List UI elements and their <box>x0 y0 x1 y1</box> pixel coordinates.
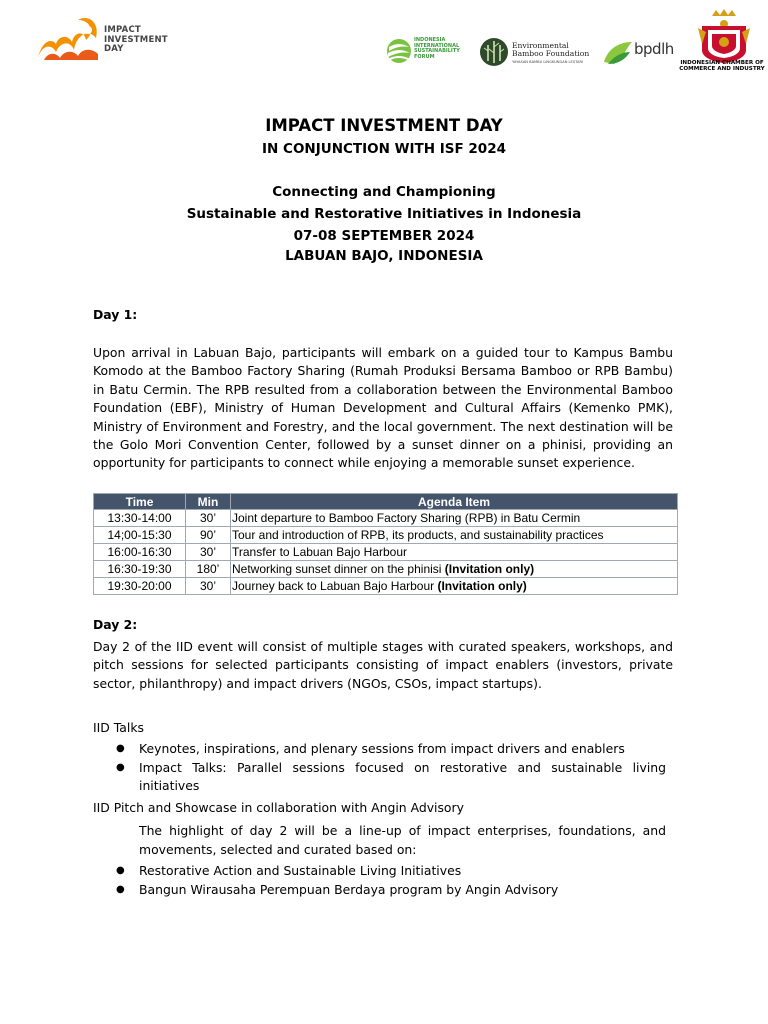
agenda-item: Transfer to Labuan Bajo Harbour <box>231 544 678 561</box>
list-item: ● Keynotes, inspirations, and plenary sessions from impact drivers and enablers <box>93 740 666 759</box>
list-item: ● Bangun Wirausaha Perempuan Berdaya program by Angin Advisory <box>93 881 666 900</box>
iid-talks-list <box>93 740 666 796</box>
agenda-header-min: Min <box>186 494 231 510</box>
bpdlh-logo-text: bpdlh <box>634 40 674 58</box>
day1-paragraph: Upon arrival in Labuan Bajo, participants will embark on a guided tour to Kampus Bambu Komodo at the Bamboo Factory Sharing (Rumah Produksi Bersama Bamboo or RPB Bambu) in Batu Cermin. The RPB resulted from a collaboration between the Environmental Bamboo Foundation (EBF), Ministry of Human Development and Cultural Affairs (Kemenko PMK), Ministry of Environment and Forestry, and the local government. The next destination will be the Golo Mori Convention Center, followed by a sunset dinner on a phinisi, providing an opportunity for participants to connect while enjoying a memorable sunset experience. <box>93 345 673 471</box>
table-row <box>94 510 678 527</box>
agenda-min: 90’ <box>186 527 231 544</box>
agenda-min: 30’ <box>186 578 231 595</box>
agenda-item: Tour and introduction of RPB, its products, and sustainability practices <box>231 527 678 544</box>
agenda-time: 13:30-14:00 <box>94 510 186 527</box>
iid-talks-heading: IID Talks <box>93 720 144 735</box>
iid-pitch-list <box>93 862 666 899</box>
agenda-time: 14;00-15:30 <box>94 527 186 544</box>
agenda-item: Joint departure to Bamboo Factory Sharing (RPB) in Batu Cermin <box>231 510 678 527</box>
agenda-min: 30’ <box>186 544 231 561</box>
theme-line-2: Sustainable and Restorative Initiatives in Indonesia <box>186 206 582 222</box>
table-row <box>94 578 678 595</box>
agenda-item: Journey back to Labuan Bajo Harbour (Invitation only) <box>231 578 678 595</box>
table-row <box>94 544 678 561</box>
table-row <box>94 561 678 578</box>
day1-heading: Day 1: <box>93 307 138 322</box>
page-subtitle: IN CONJUNCTION WITH ISF 2024 <box>262 141 506 157</box>
agenda-item: Networking sunset dinner on the phinisi (Invitation only) <box>231 561 678 578</box>
event-location: LABUAN BAJO, INDONESIA <box>285 248 483 264</box>
agenda-time: 16:30-19:30 <box>94 561 186 578</box>
day2-heading: Day 2: <box>93 617 138 632</box>
agenda-min: 180’ <box>186 561 231 578</box>
agenda-header-item: Agenda Item <box>231 494 678 510</box>
agenda-time: 19:30-20:00 <box>94 578 186 595</box>
ebf-logo-text: Environmental Bamboo Foundation <box>512 41 590 58</box>
agenda-table <box>93 493 678 595</box>
iid-pitch-heading: IID Pitch and Showcase in collaboration with Angin Advisory <box>93 800 464 815</box>
table-row <box>94 527 678 544</box>
isf-logo-text: INDONESIA INTERNATIONAL SUSTAINABILITY FORUM <box>414 37 460 60</box>
event-date: 07-08 SEPTEMBER 2024 <box>293 228 475 244</box>
agenda-time: 16:00-16:30 <box>94 544 186 561</box>
list-item: ● Impact Talks: Parallel sessions focused on restorative and sustainable living initiatives <box>93 759 666 796</box>
agenda-header-time: Time <box>94 494 186 510</box>
iid-pitch-paragraph: The highlight of day 2 will be a line-up of impact enterprises, foundations, and movements, selected and curated based on: <box>139 823 666 857</box>
day2-paragraph: Day 2 of the IID event will consist of multiple stages with curated speakers, workshops, and pitch sessions for selected participants consisting of impact enablers (investors, private sector, philanthropy) and impact drivers (NGOs, CSOs, impact startups). <box>93 639 673 691</box>
theme-line-1: Connecting and Championing <box>272 184 496 200</box>
kadin-logo-icon <box>694 8 754 64</box>
list-item: ● Restorative Action and Sustainable Living Initiatives <box>93 862 666 881</box>
iid-logo-text: IMPACT INVESTMENT DAY <box>104 25 168 54</box>
agenda-min: 30’ <box>186 510 231 527</box>
page-title: IMPACT INVESTMENT DAY <box>265 116 503 135</box>
agenda-header-row <box>94 494 678 510</box>
kadin-logo-text: INDONESIAN CHAMBER OF COMMERCE AND INDUSTRY <box>679 60 765 73</box>
ebf-logo-subtext: YAYASAN BAMBU LINGKUNGAN LESTARI <box>512 60 584 64</box>
